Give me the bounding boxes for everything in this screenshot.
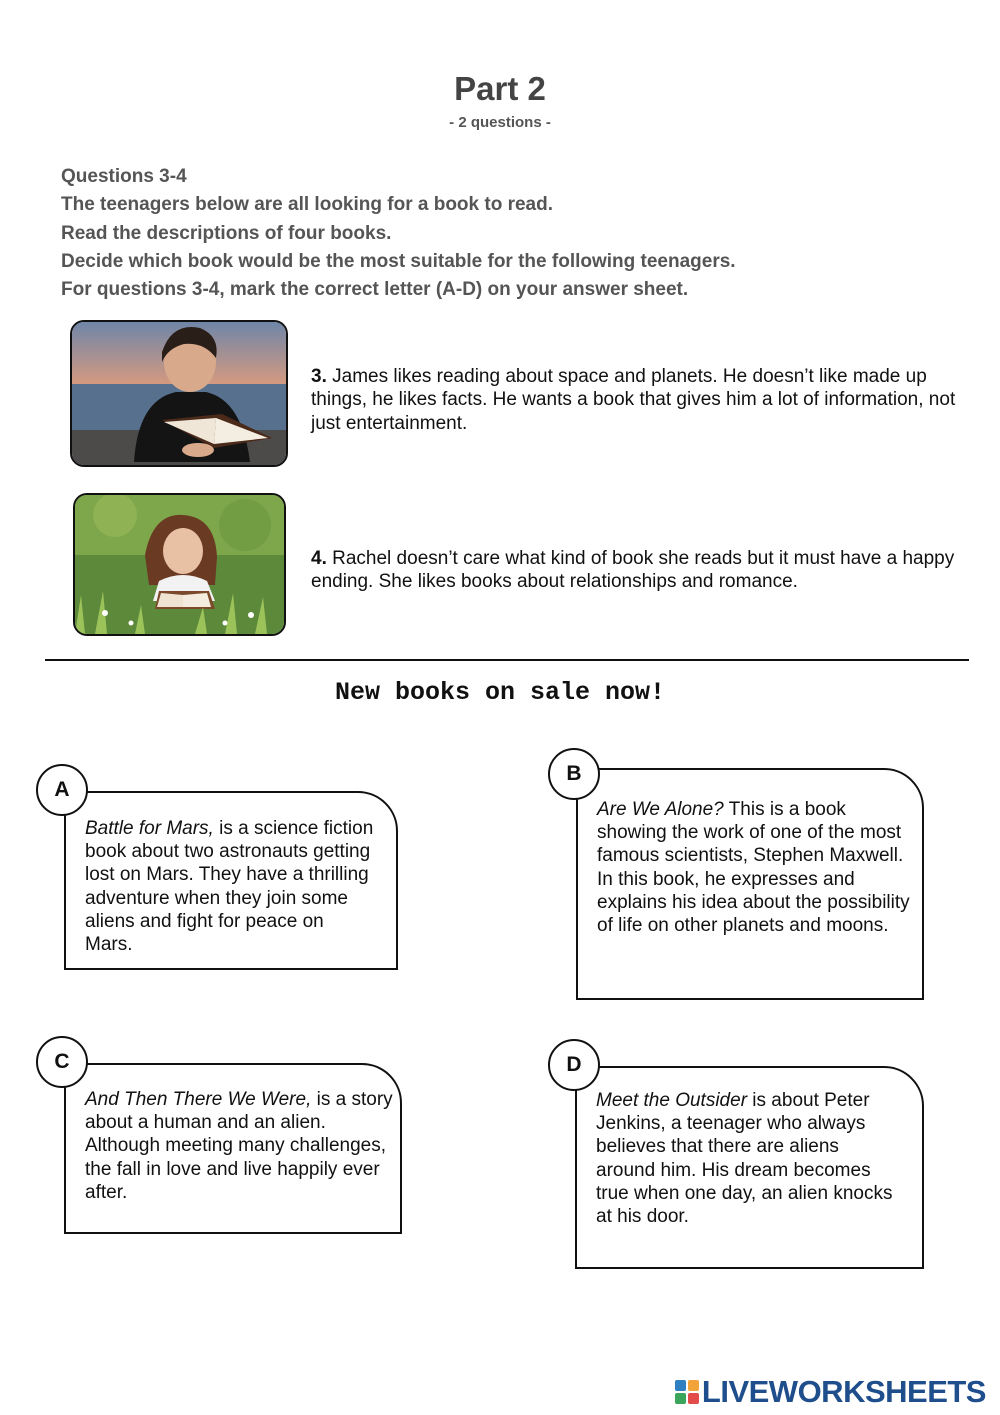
book-text: This is a book showing the work of one of the most famous scientists, Stephen Maxwell. In this book, he expresses and explains his idea about the possibility of life on other planets and moons. <box>597 799 910 937</box>
book-letter-a: A <box>36 764 88 816</box>
book-description <box>596 1089 896 1228</box>
liveworksheets-logo <box>674 1374 986 1410</box>
instruction-line: Questions 3-4 <box>61 166 187 187</box>
question-number: 3. <box>311 366 327 387</box>
book-card-d <box>575 1066 924 1269</box>
question-3 <box>311 365 975 435</box>
book-text: is a story about a human and an alien. Although meeting many challenges, the fall in love and live happily ever after. <box>85 1089 393 1203</box>
page-subtitle: - 2 questions - <box>449 114 551 131</box>
instruction-line: The teenagers below are all looking for a book to read. <box>61 194 553 216</box>
instruction-line: Read the descriptions of four books. <box>61 222 392 244</box>
instruction-line: For questions 3-4, mark the correct letter (A-D) on your answer sheet. <box>61 279 689 301</box>
section-title: New books on sale now! <box>334 678 666 707</box>
question-4 <box>311 547 975 594</box>
liveworksheets-logo-icon <box>674 1379 700 1405</box>
book-title: Battle for Mars, <box>85 818 214 839</box>
book-title: Are We Alone? <box>597 799 724 820</box>
instruction-line: Decide which book would be the most suitable for the following teenagers. <box>61 250 736 272</box>
book-description <box>85 1088 395 1204</box>
book-description <box>597 798 915 937</box>
book-text: is a science fiction book about two astronauts getting lost on Mars. They have a thrilling adventure when they join some aliens and fight for peace on Mars. <box>85 818 374 956</box>
photo-girl-reading <box>73 493 286 636</box>
book-card-b <box>576 768 924 1000</box>
book-title: Meet the Outsider <box>596 1090 748 1111</box>
section-divider <box>45 659 969 661</box>
book-card-a <box>64 791 398 970</box>
book-text: is about Peter Jenkins, a teenager who always believes that there are aliens around him. His dream becomes true when one day, an alien knocks at his door. <box>596 1090 893 1228</box>
question-text: James likes reading about space and planets. He doesn’t like made up things, he likes facts. He wants a book that gives him a lot of information, not just entertainment. <box>311 366 956 434</box>
book-card-c <box>64 1063 402 1234</box>
boy-reading-image <box>72 322 286 465</box>
book-letter-d: D <box>548 1039 600 1091</box>
book-title: And Then There We Were, <box>85 1089 312 1110</box>
book-description <box>85 817 375 956</box>
page-title: Part 2 <box>454 70 546 107</box>
book-letter-b: B <box>548 748 600 800</box>
girl-reading-image <box>75 495 284 634</box>
liveworksheets-logo-text: LIVEWORKSHEETS <box>701 1374 986 1409</box>
question-number: 4. <box>311 548 327 569</box>
question-text: Rachel doesn’t care what kind of book she reads but it must have a happy ending. She likes books about relationships and romance. <box>311 548 955 593</box>
book-letter-c: C <box>36 1036 88 1088</box>
instructions <box>61 163 736 304</box>
photo-boy-reading <box>70 320 288 467</box>
